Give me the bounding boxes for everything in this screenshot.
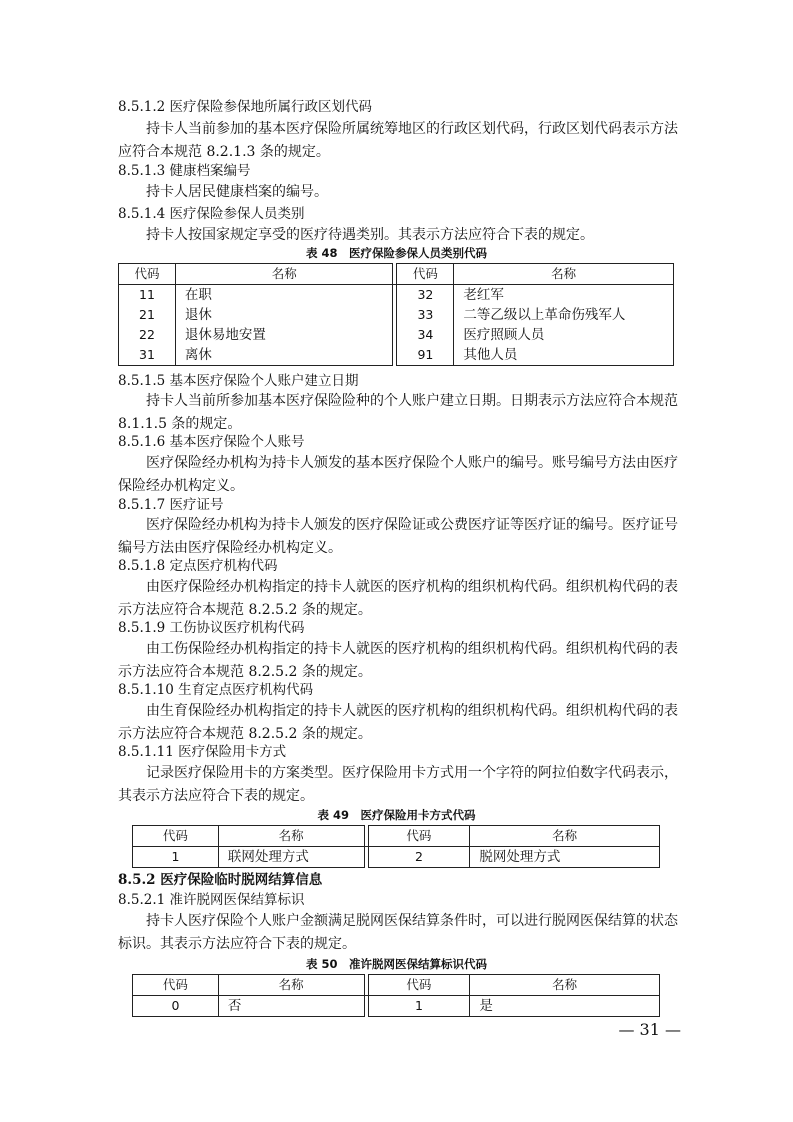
column-header-name: 名称 — [454, 264, 674, 285]
paragraph-8-5-1-11 — [118, 762, 678, 808]
para-line: 持卡人医疗保险个人账户金额满足脱网医保结算条件时，可以进行脱网医保结算的状态 — [146, 913, 678, 929]
para-line: 记录医疗保险用卡的方案类型。医疗保险用卡方式用一个字符的阿拉伯数字代码表示， — [146, 765, 678, 781]
name-cell: 退休易地安置 — [175, 325, 393, 345]
paragraph-8-5-1-6 — [118, 452, 678, 498]
code-cell: 22 — [119, 325, 176, 345]
column-header-code: 代码 — [133, 826, 219, 847]
table-header-row — [133, 975, 660, 996]
name-cell: 联网处理方式 — [218, 847, 364, 868]
paragraph-8-5-1-3 — [118, 181, 678, 204]
paragraph-8-5-1-8 — [118, 576, 678, 622]
paragraph-8-5-1-5 — [118, 390, 678, 436]
table-row — [133, 996, 660, 1017]
code-cell: 1 — [368, 996, 470, 1017]
para-line: 编号方法由医疗保险经办机构定义。 — [118, 540, 342, 556]
para-line: 医疗保险经办机构为持卡人颁发的基本医疗保险个人账户的编号。账号编号方法由医疗 — [146, 455, 678, 471]
column-header-code: 代码 — [397, 264, 454, 285]
section-heading-8-5-1-2: 8.5.1.2 医疗保险参保地所属行政区划代码 — [118, 99, 373, 115]
name-cell: 其他人员 — [454, 345, 674, 366]
table-header-row — [133, 826, 660, 847]
code-cell: 31 — [119, 345, 176, 366]
column-header-name: 名称 — [470, 826, 660, 847]
para-line: 8.1.1.5 条的规定。 — [118, 416, 242, 432]
bold-heading-text: 8.5.2 医疗保险临时脱网结算信息 — [118, 872, 323, 888]
name-cell: 二等乙级以上革命伤残军人 — [454, 305, 674, 325]
table-48-caption: 表 48 医疗保险参保人员类别代码 — [305, 246, 487, 260]
paragraph-8-5-1-7 — [118, 514, 678, 560]
table-row — [119, 325, 674, 345]
code-cell: 0 — [133, 996, 219, 1017]
table-row — [119, 305, 674, 325]
para-line: 标识。其表示方法应符合下表的规定。 — [118, 936, 356, 952]
para-line: 示方法应符合本规范 8.2.5.2 条的规定。 — [118, 664, 372, 680]
para-line: 其表示方法应符合下表的规定。 — [118, 788, 314, 804]
para-line: 示方法应符合本规范 8.2.5.2 条的规定。 — [118, 726, 372, 742]
section-heading-8-5-1-9: 8.5.1.9 工伤协议医疗机构代码 — [118, 620, 305, 636]
section-heading-8-5-1-11: 8.5.1.11 医疗保险用卡方式 — [118, 744, 287, 760]
paragraph-8-5-1-2 — [118, 118, 678, 164]
code-cell: 1 — [133, 847, 219, 868]
name-cell: 是 — [470, 996, 660, 1017]
table-header-row — [119, 264, 674, 285]
name-cell: 离休 — [175, 345, 393, 366]
section-heading-8-5-1-10: 8.5.1.10 生育定点医疗机构代码 — [118, 682, 314, 698]
table-49-caption: 表 49 医疗保险用卡方式代码 — [317, 808, 476, 822]
code-cell: 2 — [368, 847, 470, 868]
para-line: 持卡人当前所参加基本医疗保险险种的个人账户建立日期。日期表示方法应符合本规范 — [146, 393, 678, 409]
para-line: 保险经办机构定义。 — [118, 478, 244, 494]
table-50 — [132, 974, 660, 1017]
column-header-name: 名称 — [175, 264, 393, 285]
code-cell: 32 — [397, 285, 454, 306]
column-header-name: 名称 — [218, 826, 364, 847]
name-cell: 退休 — [175, 305, 393, 325]
section-heading-8-5-1-7: 8.5.1.7 医疗证号 — [118, 497, 224, 513]
section-heading-8-5-1-6: 8.5.1.6 基本医疗保险个人账号 — [118, 434, 305, 450]
paragraph-8-5-2-1 — [118, 910, 678, 956]
column-header-code: 代码 — [119, 264, 176, 285]
column-header-code: 代码 — [368, 826, 470, 847]
para-line: 由生育保险经办机构指定的持卡人就医的医疗机构的组织机构代码。组织机构代码的表 — [146, 703, 678, 719]
table-48 — [118, 263, 674, 366]
para-line: 由医疗保险经办机构指定的持卡人就医的医疗机构的组织机构代码。组织机构代码的表 — [146, 579, 678, 595]
name-cell: 医疗照顾人员 — [454, 325, 674, 345]
paragraph-8-5-1-10 — [118, 700, 678, 746]
table-row — [133, 847, 660, 868]
para-line: 持卡人居民健康档案的编号。 — [146, 184, 328, 200]
para-line: 应符合本规范 8.2.1.3 条的规定。 — [118, 144, 330, 160]
code-cell: 11 — [119, 285, 176, 306]
name-cell: 脱网处理方式 — [470, 847, 660, 868]
code-cell: 21 — [119, 305, 176, 325]
column-header-code: 代码 — [133, 975, 219, 996]
table-49 — [132, 825, 660, 868]
name-cell: 在职 — [175, 285, 393, 306]
section-heading-8-5-1-5: 8.5.1.5 基本医疗保险个人账户建立日期 — [118, 373, 359, 389]
para-line: 持卡人按国家规定享受的医疗待遇类别。其表示方法应符合下表的规定。 — [146, 227, 594, 243]
column-header-code: 代码 — [368, 975, 470, 996]
code-cell: 34 — [397, 325, 454, 345]
column-header-name: 名称 — [218, 975, 364, 996]
para-line: 持卡人当前参加的基本医疗保险所属统筹地区的行政区划代码，行政区划代码表示方法 — [146, 121, 678, 137]
para-line: 由工伤保险经办机构指定的持卡人就医的医疗机构的组织机构代码。组织机构代码的表 — [146, 641, 678, 657]
section-heading-8-5-1-3: 8.5.1.3 健康档案编号 — [118, 163, 251, 179]
para-line: 医疗保险经办机构为持卡人颁发的医疗保险证或公费医疗证等医疗证的编号。医疗证号 — [146, 517, 678, 533]
section-heading-8-5-2 — [118, 870, 322, 890]
section-heading-8-5-2-1: 8.5.2.1 准许脱网医保结算标识 — [118, 892, 305, 908]
page-number: — 31 — — [618, 1020, 681, 1039]
paragraph-8-5-1-9 — [118, 638, 678, 684]
table-row — [119, 285, 674, 306]
code-cell: 33 — [397, 305, 454, 325]
section-heading-8-5-1-8: 8.5.1.8 定点医疗机构代码 — [118, 558, 278, 574]
table-row — [119, 345, 674, 366]
para-line: 示方法应符合本规范 8.2.5.2 条的规定。 — [118, 602, 372, 618]
table-50-caption: 表 50 准许脱网医保结算标识代码 — [305, 957, 487, 971]
section-heading-8-5-1-4: 8.5.1.4 医疗保险参保人员类别 — [118, 206, 305, 222]
name-cell: 老红军 — [454, 285, 674, 306]
name-cell: 否 — [218, 996, 364, 1017]
code-cell: 91 — [397, 345, 454, 366]
column-header-name: 名称 — [470, 975, 660, 996]
